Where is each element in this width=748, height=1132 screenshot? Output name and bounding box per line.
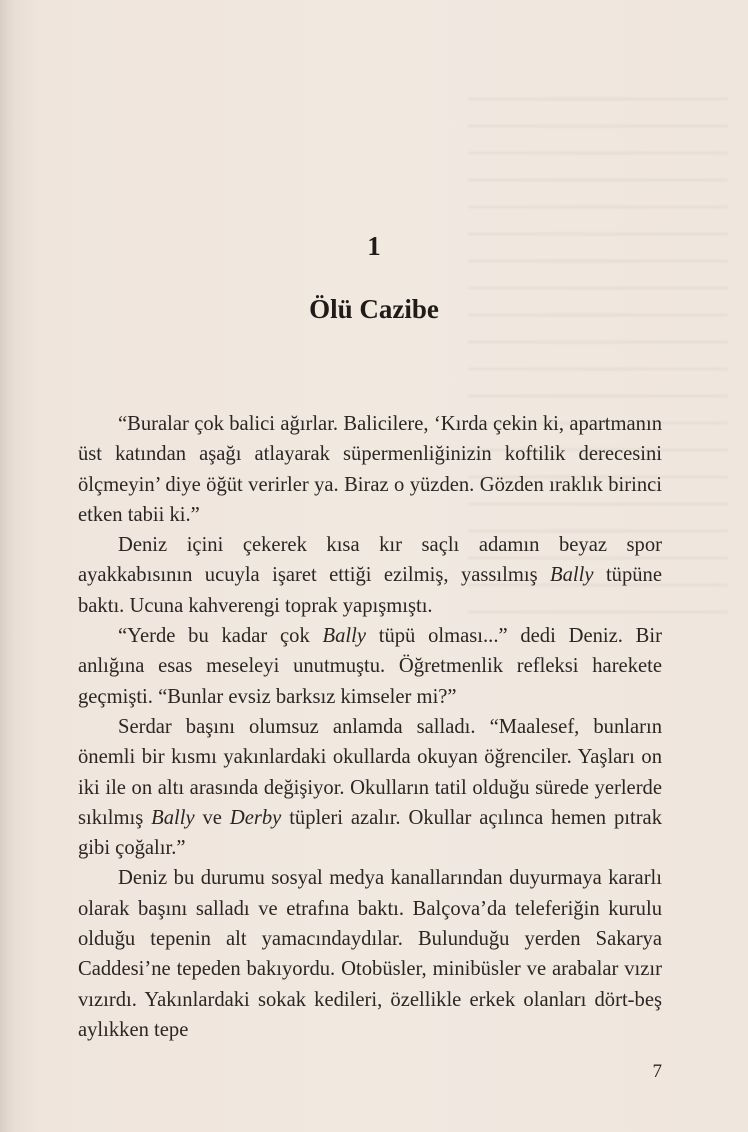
paragraph: Serdar başını olumsuz anlamda salladı. “Maalesef, bunların önemli bir kısmı yakınlardaki okullarda okuyan öğrenciler. Yaşları on iki ile on altı arasında değişiyor. Okulların tatil olduğu sürede yerlerde sıkılmış Bally ve Derby tüpleri azalır. Okullar açılınca hemen pıtrak gibi çoğalır.” bbox=[78, 715, 662, 860]
chapter-number: 1 bbox=[367, 231, 381, 261]
page-number: 7 bbox=[652, 1061, 662, 1082]
paragraph: Deniz bu durumu sosyal medya kanallarından duyurmaya kararlı olarak başını salladı ve etrafına baktı. Balçova’da teleferiğin kurulu olduğu tepenin alt yamacındaydılar. Bulunduğu yerden Sakarya Caddesi’ne tepeden bakıyordu. Otobüsler, minibüsler ve arabalar vızır vızırdı. Yakınlardaki sokak kedileri, özellikle erkek olanları dört-beş aylıkken tepe bbox=[78, 867, 662, 1041]
chapter-title: Ölü Cazibe bbox=[309, 294, 439, 324]
paragraph: “Buralar çok balici ağırlar. Balicilere, ‘Kırda çekin ki, apartmanın üst katından aşağı atlayarak süpermenliğinizin koftilik derecesini ölçmeyin’ diye öğüt verirler ya. Biraz o yüzden. Gözden ıraklık birinci etken tabii ki.” bbox=[78, 413, 662, 526]
body-text bbox=[78, 409, 662, 1045]
paragraph: Deniz içini çekerek kısa kır saçlı adamın beyaz spor ayakkabısının ucuyla işaret ettiği ezilmiş, yassılmış Bally tüpüne baktı. Ucuna kahverengi toprak yapışmıştı. bbox=[78, 534, 662, 617]
paragraph: “Yerde bu kadar çok Bally tüpü olması...” dedi Deniz. Bir anlığına esas meseleyi unutmuştu. Öğretmenlik refleksi harekete geçmişti. “Bunlar evsiz barksız kimseler mi?” bbox=[78, 625, 662, 708]
